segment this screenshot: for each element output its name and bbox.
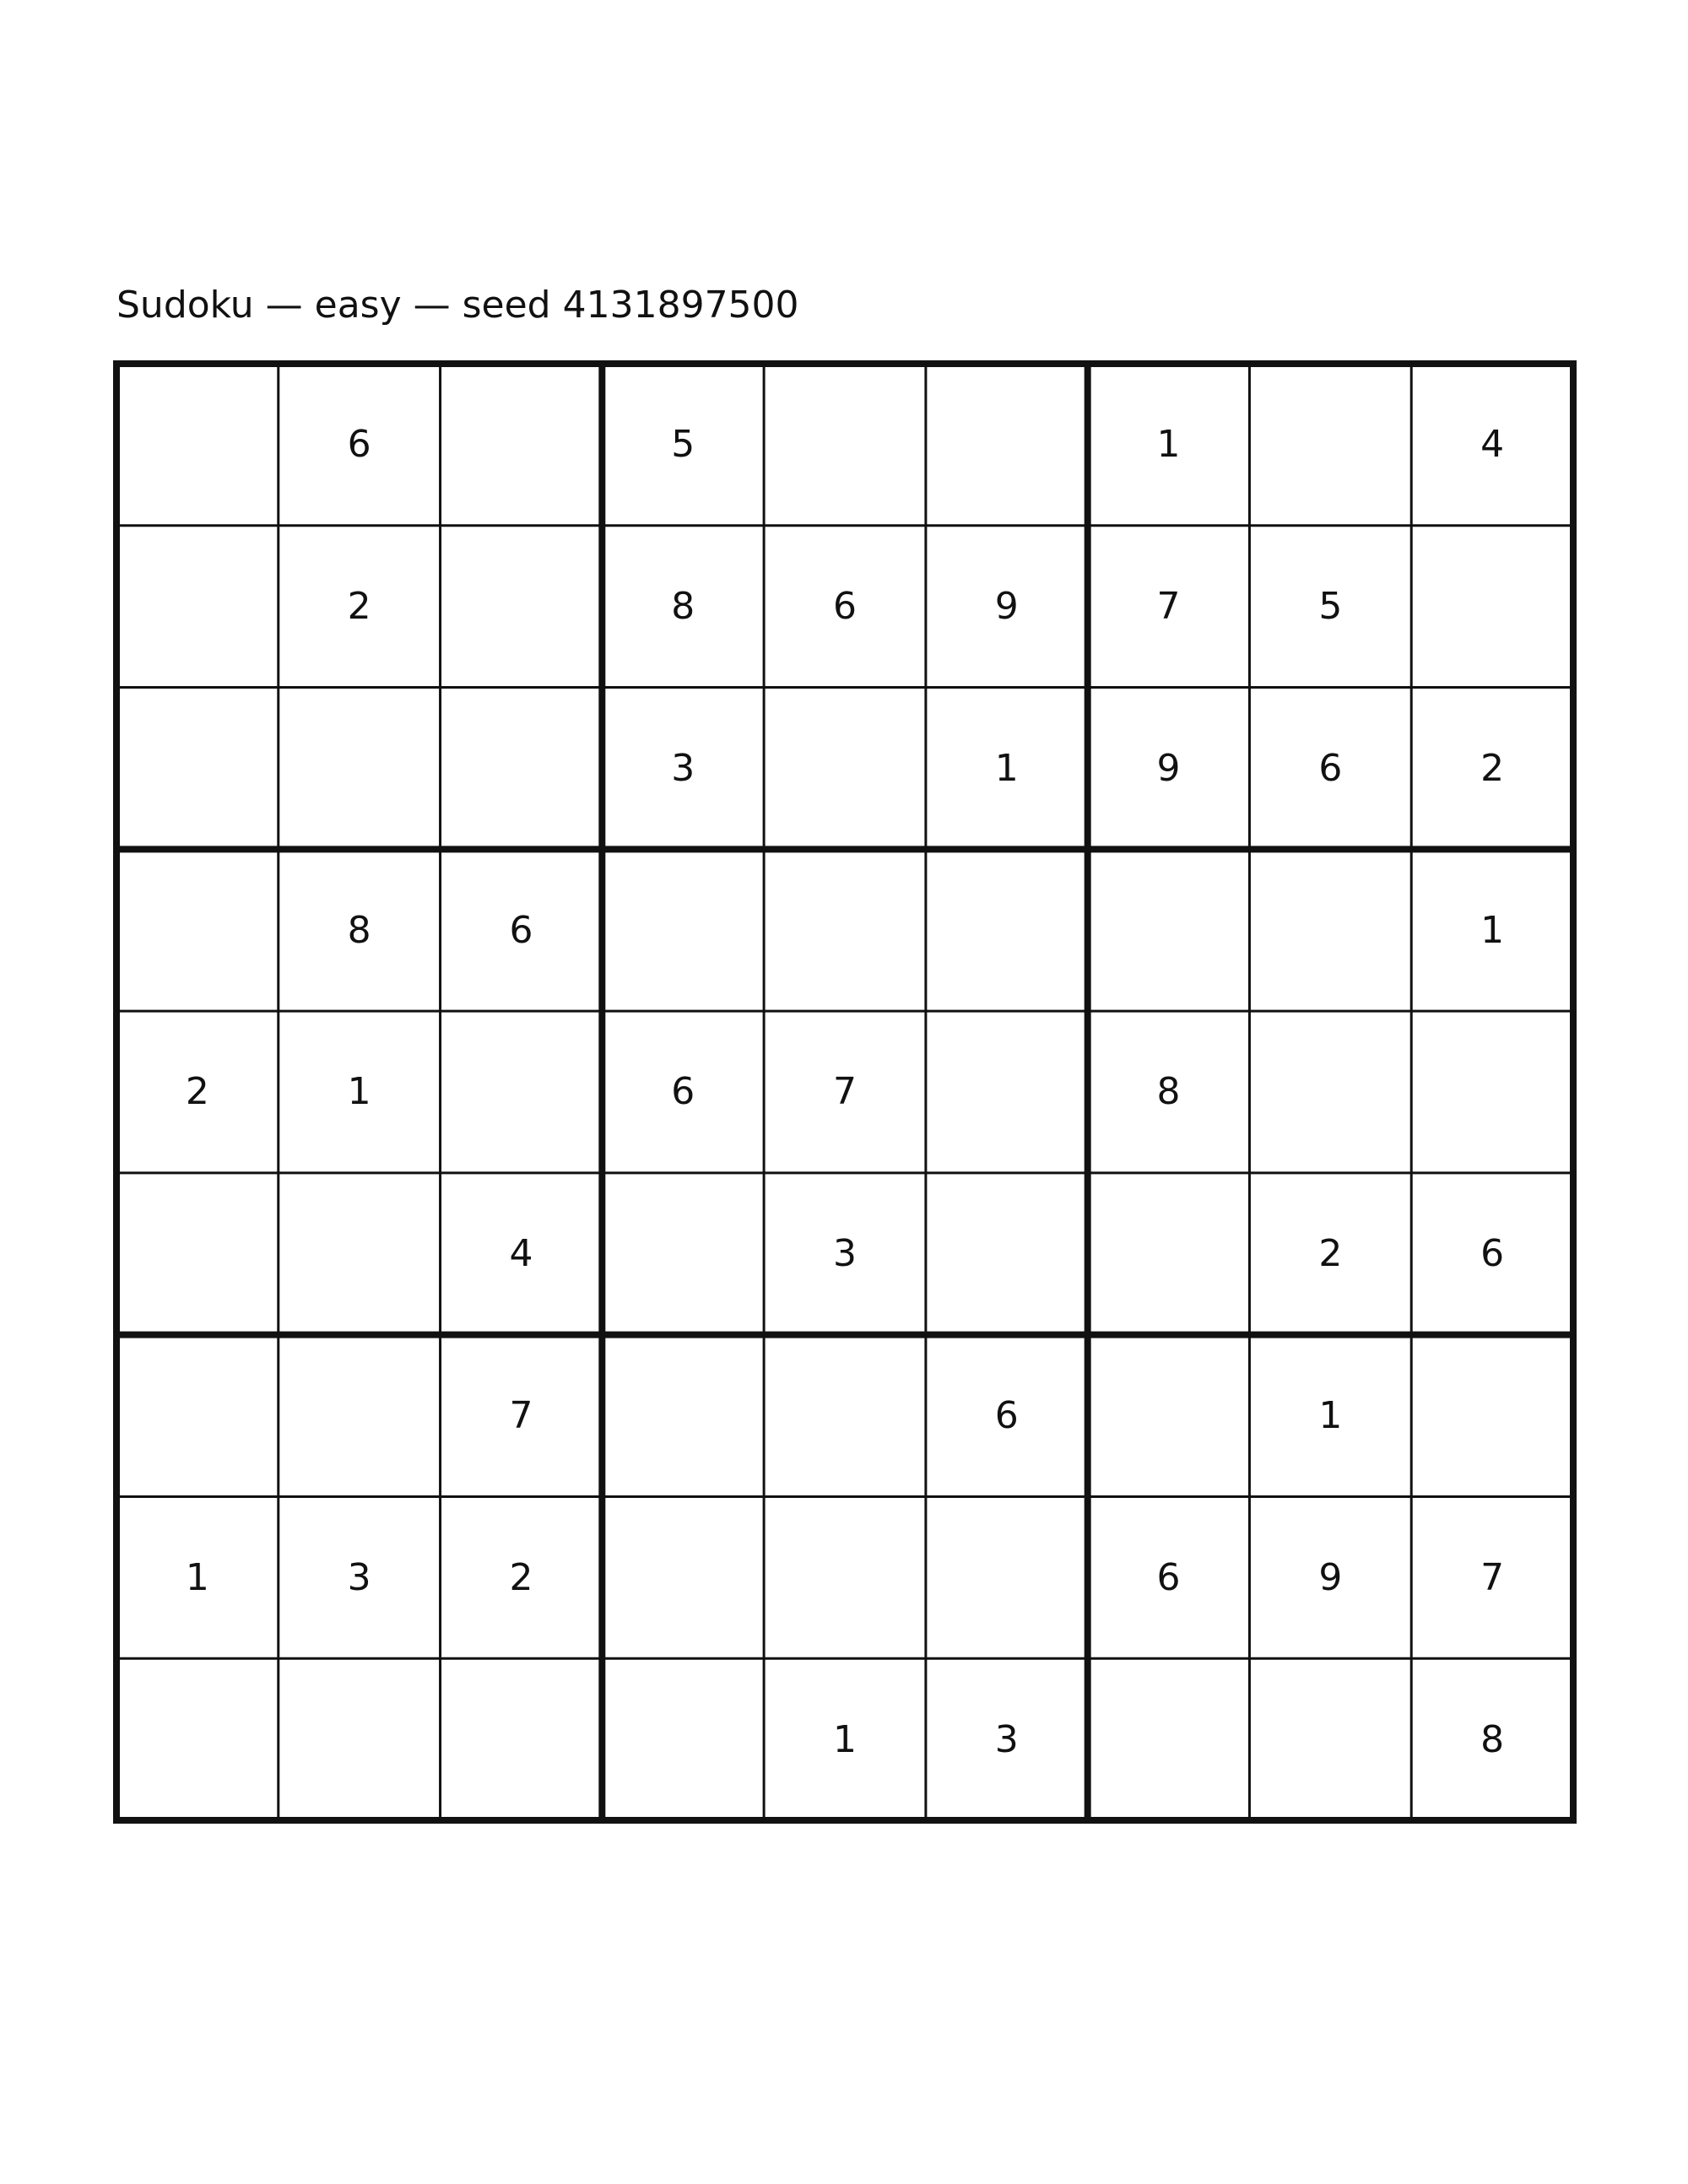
- sudoku-cell-r2-c8[interactable]: 5: [1318, 585, 1343, 629]
- sudoku-cell-r7-c8[interactable]: 1: [1318, 1394, 1343, 1438]
- sudoku-cell-r2-c7[interactable]: 7: [1156, 585, 1181, 629]
- sudoku-cell-r8-c1[interactable]: 1: [185, 1555, 209, 1599]
- sudoku-cell-r5-c7[interactable]: 8: [1156, 1070, 1181, 1114]
- sudoku-cell-r7-c3[interactable]: 7: [509, 1394, 533, 1438]
- sudoku-cell-r2-c4[interactable]: 8: [671, 585, 695, 629]
- sudoku-cell-r4-c9[interactable]: 1: [1480, 908, 1505, 952]
- sudoku-cell-r8-c7[interactable]: 6: [1156, 1555, 1181, 1599]
- sudoku-cell-r3-c6[interactable]: 1: [994, 746, 1019, 790]
- sudoku-cell-r8-c2[interactable]: 3: [347, 1555, 371, 1599]
- sudoku-cell-r3-c8[interactable]: 6: [1318, 746, 1343, 790]
- sudoku-cell-r4-c2[interactable]: 8: [347, 908, 371, 952]
- sudoku-cell-r9-c6[interactable]: 3: [994, 1717, 1019, 1761]
- sudoku-board: [116, 364, 1573, 1820]
- sudoku-cell-r9-c5[interactable]: 1: [832, 1717, 857, 1761]
- sudoku-cell-r1-c7[interactable]: 1: [1156, 423, 1181, 467]
- sudoku-cell-r1-c4[interactable]: 5: [671, 423, 695, 467]
- sudoku-cell-r8-c8[interactable]: 9: [1318, 1555, 1343, 1599]
- sudoku-cell-r3-c9[interactable]: 2: [1480, 746, 1505, 790]
- sudoku-cell-r6-c8[interactable]: 2: [1318, 1232, 1343, 1276]
- sudoku-cell-r2-c2[interactable]: 2: [347, 585, 371, 629]
- sudoku-cell-r2-c5[interactable]: 6: [832, 585, 857, 629]
- sudoku-cell-r5-c5[interactable]: 7: [832, 1070, 857, 1114]
- sudoku-cell-r6-c5[interactable]: 3: [832, 1232, 857, 1276]
- grid-lines: [116, 364, 1573, 1820]
- sudoku-cell-r8-c3[interactable]: 2: [509, 1555, 533, 1599]
- sudoku-cell-r5-c2[interactable]: 1: [347, 1070, 371, 1114]
- sudoku-cell-r5-c1[interactable]: 2: [185, 1070, 209, 1114]
- sudoku-cell-r4-c3[interactable]: 6: [509, 908, 533, 952]
- sudoku-cell-r7-c6[interactable]: 6: [994, 1394, 1019, 1438]
- sudoku-cell-r3-c4[interactable]: 3: [671, 746, 695, 790]
- sudoku-cell-r6-c9[interactable]: 6: [1480, 1232, 1505, 1276]
- sudoku-cell-r2-c6[interactable]: 9: [994, 585, 1019, 629]
- puzzle-title: Sudoku — easy — seed 4131897500: [116, 284, 799, 327]
- sudoku-cell-r1-c2[interactable]: 6: [347, 423, 371, 467]
- sudoku-cell-r9-c9[interactable]: 8: [1480, 1717, 1505, 1761]
- sudoku-cell-r8-c9[interactable]: 7: [1480, 1555, 1505, 1599]
- sudoku-cell-r5-c4[interactable]: 6: [671, 1070, 695, 1114]
- sudoku-cell-r3-c7[interactable]: 9: [1156, 746, 1181, 790]
- sudoku-cell-r1-c9[interactable]: 4: [1480, 423, 1505, 467]
- sudoku-cell-r6-c3[interactable]: 4: [509, 1232, 533, 1276]
